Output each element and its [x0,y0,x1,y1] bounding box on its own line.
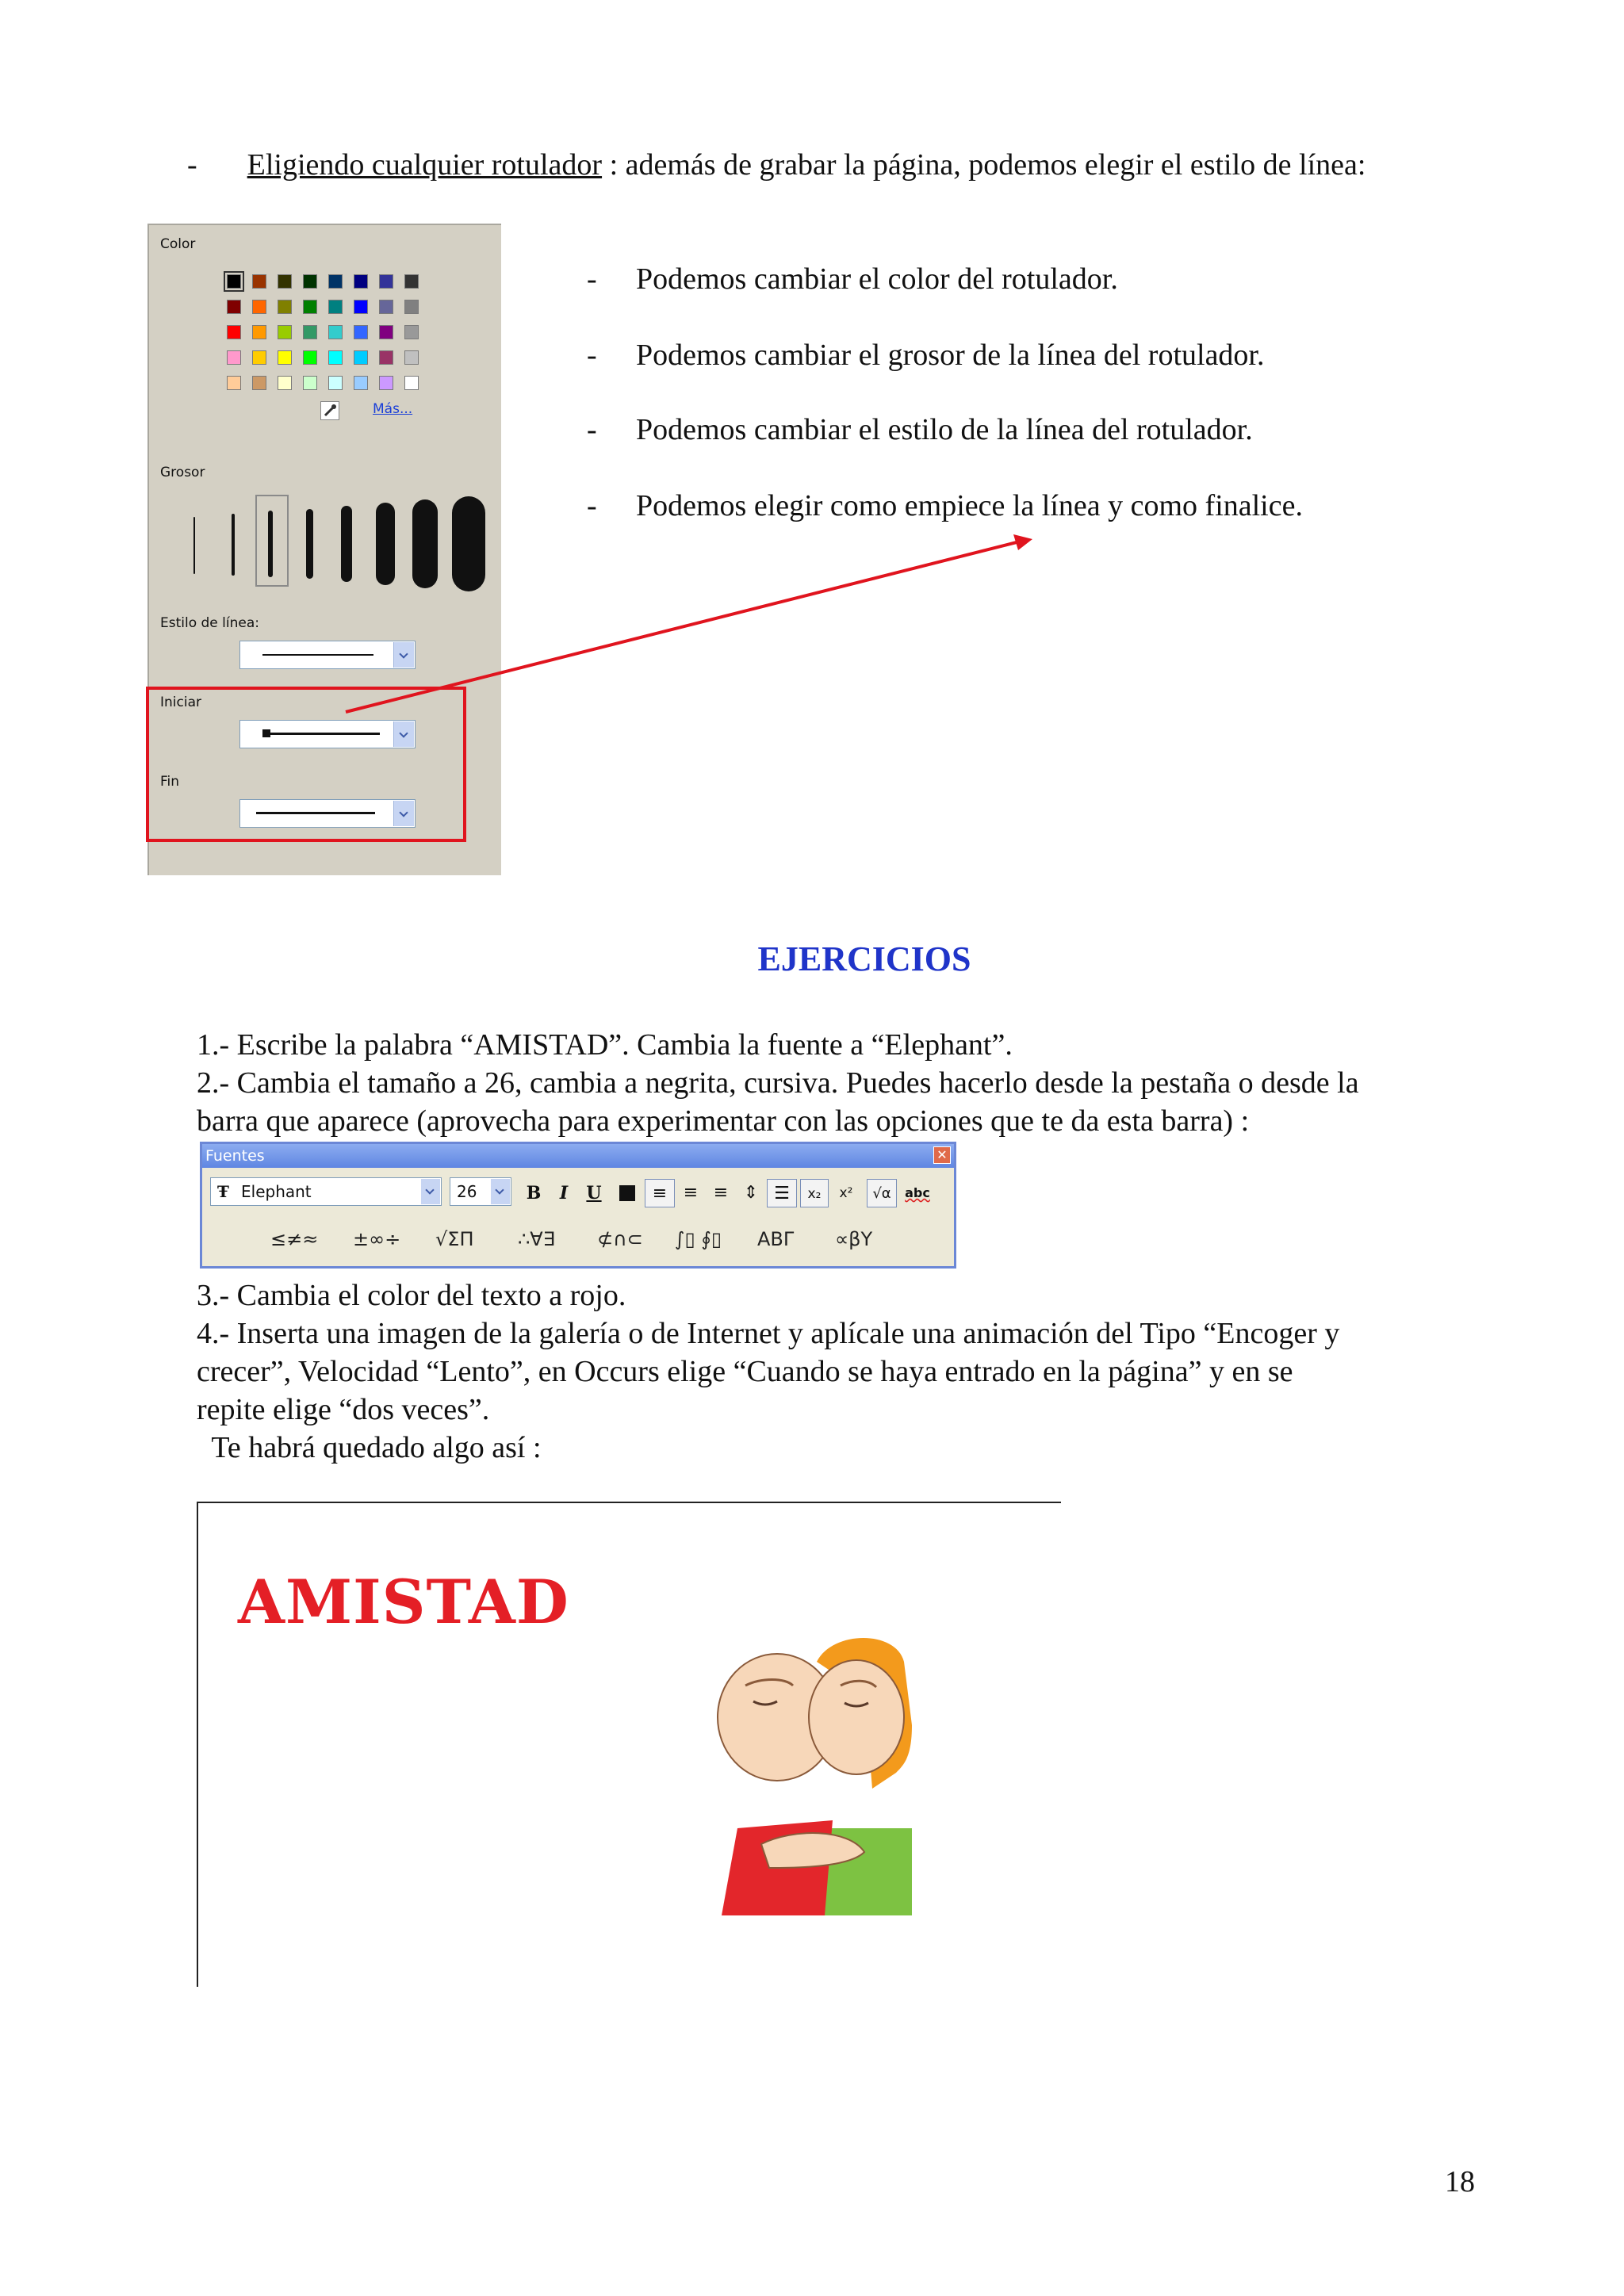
exercise-4-line-3: repite elige “dos veces”. [197,1393,490,1426]
hugging-kids-illustration [674,1630,959,1915]
symbol-group-sums[interactable]: √ΣΠ [435,1228,474,1250]
section-heading: EJERCICIOS [757,939,971,978]
toolbar-title: Fuentes [202,1144,954,1168]
color-square-icon [619,1185,635,1201]
subscript-icon[interactable]: x₂ [800,1179,829,1207]
bullet-item: Podemos cambiar el grosor de la línea del rotulador. [636,339,1265,372]
bullet-dash: - [587,413,597,446]
line-spacing-icon[interactable]: ⇕ [743,1183,759,1203]
equation-icon[interactable]: √α [867,1179,897,1207]
symbol-group-sets[interactable]: ⊄∩⊂ [597,1228,643,1250]
estilo-label: Estilo de línea: [160,615,259,631]
grosor-label: Grosor [160,465,205,480]
result-intro-line: Te habrá quedado algo así : [197,1431,542,1464]
page-number: 18 [1445,2165,1475,2198]
symbol-group-greek-upper[interactable]: ΑΒΓ [757,1228,795,1250]
bullet-item: Podemos cambiar el color del rotulador. [636,262,1118,296]
exercise-2-line-1: 2.- Cambia el tamaño a 26, cambia a negrita, cursiva. Puedes hacerlo desde la pestaña o desde la [197,1066,1359,1100]
intro-bullet: - [187,148,197,182]
underline-button[interactable]: U [586,1183,602,1203]
font-color-button[interactable] [613,1179,642,1207]
font-size-combo[interactable] [450,1177,511,1206]
close-icon[interactable]: ✕ [933,1146,951,1164]
iniciar-label: Iniciar [160,695,201,710]
symbol-group-relations[interactable]: ≤≠≈ [270,1228,319,1250]
bullet-list-icon[interactable]: ☰ [767,1179,797,1207]
fin-label: Fin [160,774,180,790]
symbol-group-integrals[interactable]: ∫▯ ∮▯ [675,1228,722,1250]
color-label: Color [160,236,196,252]
exercise-4-line-1: 4.- Inserta una imagen de la galería o de Internet y aplícale una animación del Tipo “Encoger y [197,1317,1340,1350]
exercise-1: 1.- Escribe la palabra “AMISTAD”. Cambia la fuente a “Elephant”. [197,1028,1013,1062]
intro-link-text: Eligiendo cualquier rotulador [247,148,603,182]
bullet-item: Podemos cambiar el estilo de la línea del rotulador. [636,413,1253,446]
align-center-icon[interactable]: ≡ [683,1183,699,1203]
spellcheck-icon[interactable]: abc [905,1185,930,1200]
align-left-icon[interactable]: ≡ [645,1179,675,1207]
symbol-group-logic[interactable]: ∴∀∃ [518,1228,555,1250]
font-name-combo[interactable] [210,1177,442,1206]
exercise-3: 3.- Cambia el color del texto a rojo. [197,1279,626,1312]
align-right-icon[interactable]: ≡ [713,1183,729,1203]
more-colors-link[interactable]: Más... [373,401,413,417]
exercise-2-line-2: barra que aparece (aprovecha para experimentar con las opciones que te da esta barra) : [197,1104,1250,1138]
bullet-dash: - [587,489,597,522]
font-size-value: 26 [457,1182,477,1201]
symbol-group-greek-lower[interactable]: ∝βΥ [835,1228,873,1250]
fuentes-toolbar [200,1142,956,1269]
bullet-dash: - [587,262,597,296]
amistad-word: AMISTAD [238,1567,569,1637]
symbol-group-operators[interactable]: ±∞÷ [353,1228,401,1250]
chevron-down-icon[interactable] [421,1179,440,1204]
bold-button[interactable]: B [526,1183,542,1203]
bullet-dash: - [587,339,597,372]
exercise-4-line-2: crecer”, Velocidad “Lento”, en Occurs elige “Cuando se haya entrado en la página” y en se [197,1355,1293,1388]
superscript-icon[interactable]: x² [839,1185,853,1201]
font-name-value: Elephant [241,1182,312,1201]
intro-rest: : además de grabar la página, podemos elegir el estilo de línea: [602,148,1366,182]
chevron-down-icon[interactable] [491,1179,510,1204]
bullet-item: Podemos elegir como empiece la línea y como finalice. [636,489,1303,522]
result-example-frame [197,1502,1061,1987]
italic-button[interactable]: I [559,1183,569,1203]
truetype-font-icon: Ŧ [217,1182,229,1201]
